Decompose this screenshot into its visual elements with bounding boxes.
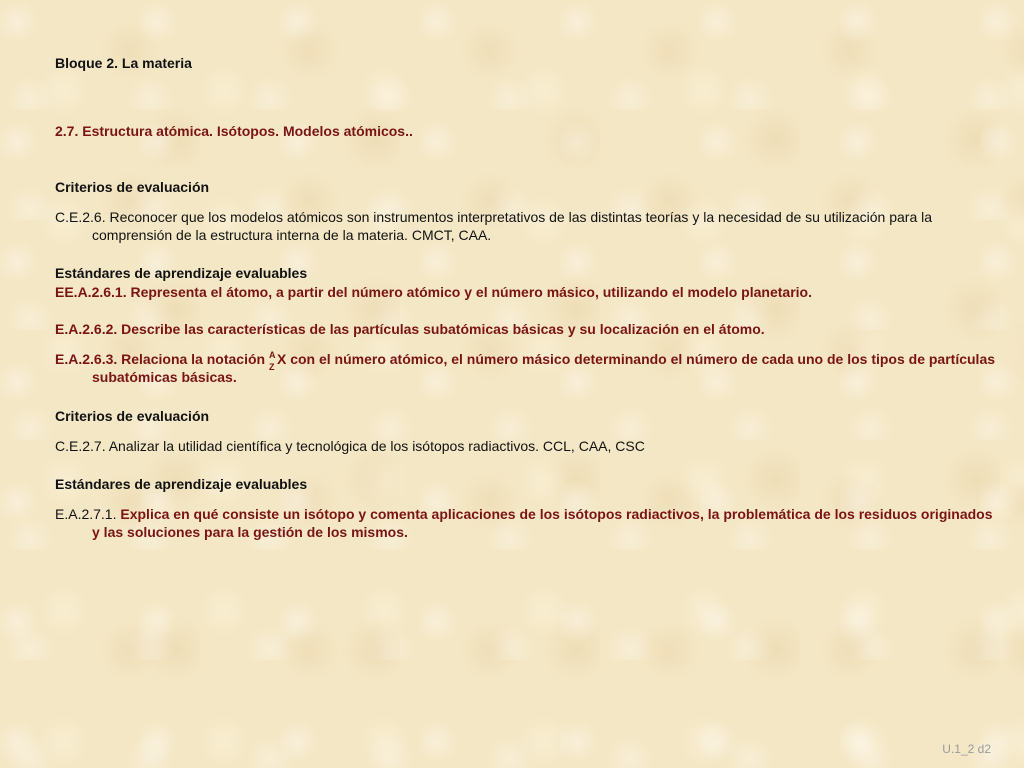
estandar-ea-2-6-2: E.A.2.6.2. Describe las características de las partículas subatómicas básicas y su localización en el átomo. [55,321,765,337]
notation-mass-number: A [268,350,276,360]
estandar-ea-2-6-1: EE.A.2.6.1. Representa el átomo, a partir del número atómico y el número másico, utilizando el modelo planetario. [55,284,812,300]
slide-footer: U.1_2 d2 [942,742,991,756]
estandar-ea-2-7-1 [55,505,1002,541]
section-title: 2.7. Estructura atómica. Isótopos. Modelos atómicos.. [55,123,413,139]
estandares-heading-2: Estándares de aprendizaje evaluables [55,476,308,492]
estandares-heading-1: Estándares de aprendizaje evaluables [55,265,308,281]
criterio-ce-2-7: C.E.2.7. Analizar la utilidad científica y tecnológica de los isótopos radiactivos. CCL, CAA, CSC [55,438,645,454]
ea-2-6-3-after: X con el número atómico, el número másico determinando el número de cada uno de los tipos de partículas subatómicas básicas. [92,351,996,385]
ea-2-6-3-before: E.A.2.6.3. Relaciona la notación [55,351,269,367]
notation-atomic-number: Z [268,362,275,372]
notation-azx [268,350,277,372]
criterios-heading-1: Criterios de evaluación [55,179,210,195]
criterio-ce-2-6: C.E.2.6. Reconocer que los modelos atómicos son instrumentos interpretativos de las distintas teorías y la necesidad de su utilización para la comprensión de la estructura interna de la materia. CMCT, CAA. [55,209,933,243]
ea-2-7-1-code: E.A.2.7.1. [55,506,117,522]
ea-2-7-1-text: Explica en qué consiste un isótopo y comenta aplicaciones de los isótopos radiactivos, la problemática de los residuos originados y las soluciones para la gestión de los mismos. [92,506,993,540]
criterios-heading-2: Criterios de evaluación [55,408,210,424]
estandar-ea-2-6-3 [55,350,1002,386]
bloque-title: Bloque 2. La materia [55,55,192,71]
